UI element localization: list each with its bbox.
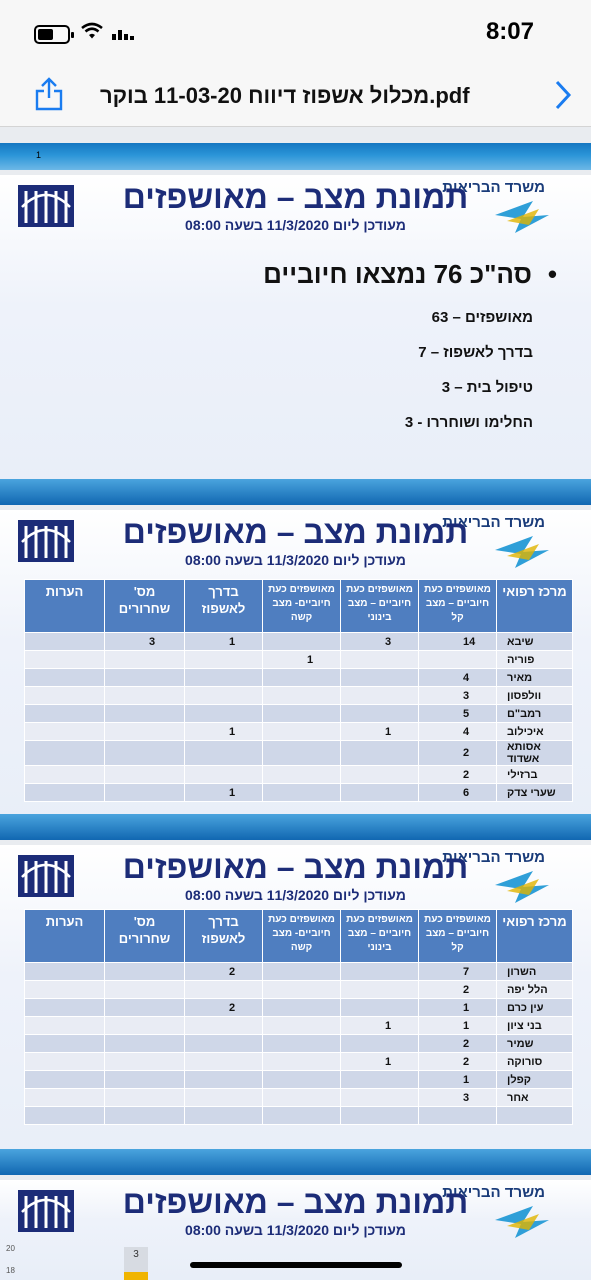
column-header: בדרך לאשפוז: [185, 580, 263, 633]
count-cell: [105, 1107, 185, 1125]
count-cell: [185, 981, 263, 999]
slide-title: תמונת מצב – מאושפזים: [122, 179, 469, 215]
column-header: מרכז רפואי: [497, 910, 573, 963]
bar-fill: [124, 1272, 148, 1280]
count-cell: [105, 723, 185, 741]
slide-band: [0, 814, 591, 840]
table-row: [25, 766, 573, 784]
stat-home-care: טיפול בית – 3: [441, 379, 533, 396]
column-header: מאושפזים כעת חיוביים – מצב קל: [419, 580, 497, 633]
table-row: [25, 687, 573, 705]
count-cell: [25, 981, 105, 999]
count-cell: 3: [341, 633, 419, 651]
slide-title: תמונת מצב – מאושפזים: [122, 849, 469, 885]
count-cell: [25, 784, 105, 802]
count-cell: 1: [185, 723, 263, 741]
table-header-row: [25, 580, 573, 633]
count-cell: [185, 705, 263, 723]
count-cell: 1: [185, 784, 263, 802]
hospital-name-cell: הלל יפה: [497, 981, 573, 999]
hospital-name-cell: ברזילי: [497, 766, 573, 784]
count-cell: 1: [419, 999, 497, 1017]
count-cell: [105, 1089, 185, 1107]
count-cell: [25, 766, 105, 784]
count-cell: [341, 705, 419, 723]
chart-bar: [124, 1247, 148, 1280]
count-cell: 2: [419, 981, 497, 999]
hospital-name-cell: [497, 1107, 573, 1125]
count-cell: 1: [341, 723, 419, 741]
count-cell: [25, 1035, 105, 1053]
count-cell: 1: [341, 1017, 419, 1035]
column-header: בדרך לאשפוז: [185, 910, 263, 963]
count-cell: [105, 1035, 185, 1053]
table-row: [25, 669, 573, 687]
count-cell: [25, 1017, 105, 1035]
status-bar: [0, 0, 591, 62]
column-header: מרכז רפואי: [497, 580, 573, 633]
table-row: [25, 705, 573, 723]
count-cell: [263, 963, 341, 981]
count-cell: [105, 741, 185, 766]
page-number: 1: [36, 150, 42, 160]
count-cell: 14: [419, 633, 497, 651]
count-cell: [341, 1035, 419, 1053]
count-cell: [185, 1071, 263, 1089]
bullet-icon: •: [547, 259, 557, 289]
hospital-name-cell: שערי צדק: [497, 784, 573, 802]
share-icon[interactable]: [34, 77, 64, 111]
count-cell: [25, 1107, 105, 1125]
document-title: מכלול אשפוז דיווח 11-03-20 בוקר.pdf: [100, 83, 470, 108]
count-cell: 3: [105, 633, 185, 651]
count-cell: [263, 784, 341, 802]
column-header: מס' שחרורים: [105, 910, 185, 963]
count-cell: [263, 687, 341, 705]
column-header: מאושפזים כעת חיוביים – מצב בינוני: [341, 910, 419, 963]
count-cell: [341, 741, 419, 766]
count-cell: [263, 1107, 341, 1125]
count-cell: [25, 705, 105, 723]
count-cell: [263, 705, 341, 723]
battery-icon: [34, 25, 70, 44]
count-cell: [25, 633, 105, 651]
count-cell: [185, 1089, 263, 1107]
hospital-name-cell: מאיר: [497, 669, 573, 687]
count-cell: [185, 651, 263, 669]
count-cell: 1: [419, 1017, 497, 1035]
ministry-name: משרד הבריאות: [442, 849, 545, 866]
count-cell: 2: [419, 1035, 497, 1053]
hospital-name-cell: קפלן: [497, 1071, 573, 1089]
axis-tick: 20: [6, 1244, 15, 1253]
count-cell: [185, 669, 263, 687]
column-header: מאושפזים כעת חיוביים- מצב קשה: [263, 910, 341, 963]
count-cell: [341, 687, 419, 705]
count-cell: [25, 651, 105, 669]
count-cell: [25, 963, 105, 981]
slide-title: תמונת מצב – מאושפזים: [122, 514, 469, 550]
count-cell: [341, 1071, 419, 1089]
table-row: [25, 741, 573, 766]
count-cell: [263, 981, 341, 999]
chevron-right-icon[interactable]: [552, 79, 574, 111]
signal-icon: [112, 24, 138, 40]
stat-hospitalized: מאושפזים – 63: [431, 309, 533, 326]
table-row: [25, 1089, 573, 1107]
hospital-name-cell: רמב"ם: [497, 705, 573, 723]
count-cell: [263, 999, 341, 1017]
table-row: [25, 1035, 573, 1053]
axis-tick: 18: [6, 1266, 15, 1275]
page-band: [0, 143, 591, 170]
hospital-name-cell: פוריה: [497, 651, 573, 669]
count-cell: [341, 1089, 419, 1107]
table-row: [25, 633, 573, 651]
bar-label: 3: [133, 1249, 139, 1260]
slide-band: [0, 1149, 591, 1175]
hospital-name-cell: איכילוב: [497, 723, 573, 741]
table-row: [25, 981, 573, 999]
count-cell: [25, 1071, 105, 1089]
count-cell: [263, 741, 341, 766]
stat-recovered: החלימו ושוחררו - 3: [404, 414, 533, 431]
count-cell: [105, 669, 185, 687]
ministry-name: משרד הבריאות: [442, 514, 545, 531]
table-row: [25, 1053, 573, 1071]
count-cell: [263, 723, 341, 741]
count-cell: [263, 766, 341, 784]
count-cell: [341, 1107, 419, 1125]
count-cell: [185, 1053, 263, 1071]
count-cell: [105, 1071, 185, 1089]
table-row: [25, 1071, 573, 1089]
column-header: מאושפזים כעת חיוביים – מצב קל: [419, 910, 497, 963]
count-cell: 4: [419, 669, 497, 687]
column-header: הערות: [25, 910, 105, 963]
slide-subtitle: מעודכן ליום 11/3/2020 בשעה 08:00: [185, 1222, 406, 1238]
count-cell: [105, 784, 185, 802]
count-cell: [105, 766, 185, 784]
count-cell: [341, 669, 419, 687]
column-header: מס' שחרורים: [105, 580, 185, 633]
count-cell: 2: [419, 766, 497, 784]
count-cell: [341, 651, 419, 669]
count-cell: [263, 1035, 341, 1053]
count-cell: [25, 1053, 105, 1071]
count-cell: [105, 981, 185, 999]
count-cell: [263, 1017, 341, 1035]
slide-title: תמונת מצב – מאושפזים: [122, 1184, 469, 1220]
count-cell: [263, 633, 341, 651]
count-cell: [341, 784, 419, 802]
count-cell: [25, 669, 105, 687]
count-cell: [25, 687, 105, 705]
count-cell: [263, 669, 341, 687]
count-cell: [185, 741, 263, 766]
count-cell: [25, 723, 105, 741]
stat-en-route: בדרך לאשפוז – 7: [418, 344, 533, 361]
hospital-name-cell: בני ציון: [497, 1017, 573, 1035]
count-cell: [341, 981, 419, 999]
column-header: מאושפזים כעת חיוביים- מצב קשה: [263, 580, 341, 633]
count-cell: 6: [419, 784, 497, 802]
count-cell: 2: [185, 999, 263, 1017]
count-cell: [105, 651, 185, 669]
document-nav-bar: [0, 62, 591, 127]
count-cell: [105, 1053, 185, 1071]
count-cell: 5: [419, 705, 497, 723]
count-cell: 4: [419, 723, 497, 741]
count-cell: [263, 1071, 341, 1089]
summary-headline: [263, 259, 557, 290]
count-cell: [263, 1053, 341, 1071]
table-row: [25, 784, 573, 802]
count-cell: 1: [341, 1053, 419, 1071]
count-cell: [341, 999, 419, 1017]
table-row: [25, 651, 573, 669]
count-cell: [419, 651, 497, 669]
table-row: [25, 963, 573, 981]
count-cell: [105, 999, 185, 1017]
count-cell: 1: [185, 633, 263, 651]
column-header: הערות: [25, 580, 105, 633]
count-cell: [341, 766, 419, 784]
slide-summary: [0, 175, 591, 505]
home-indicator[interactable]: [190, 1262, 402, 1268]
clock: 8:07: [485, 18, 534, 45]
slide-table-2: [0, 845, 591, 1175]
hospital-name-cell: אסותא אשדוד: [497, 741, 573, 766]
slide-subtitle: מעודכן ליום 11/3/2020 בשעה 08:00: [185, 217, 406, 233]
wifi-icon: [80, 22, 104, 40]
table-row: [25, 1107, 573, 1125]
ministry-name: משרד הבריאות: [442, 179, 545, 196]
count-cell: [419, 1107, 497, 1125]
count-cell: 1: [263, 651, 341, 669]
table-row: [25, 1017, 573, 1035]
hospital-name-cell: שמיר: [497, 1035, 573, 1053]
count-cell: 1: [419, 1071, 497, 1089]
count-cell: [263, 1089, 341, 1107]
hospital-name-cell: סורוקה: [497, 1053, 573, 1071]
count-cell: [341, 963, 419, 981]
ministry-name: משרד הבריאות: [442, 1184, 545, 1201]
count-cell: 2: [419, 1053, 497, 1071]
summary-headline-text: סה"כ 76 נמצאו חיוביים: [263, 259, 532, 289]
hospital-table-2: [24, 909, 573, 1125]
slide-band: [0, 479, 591, 505]
count-cell: [105, 963, 185, 981]
count-cell: 3: [419, 687, 497, 705]
table-row: [25, 723, 573, 741]
hospital-table-1: [24, 579, 573, 802]
count-cell: [25, 999, 105, 1017]
count-cell: 2: [419, 741, 497, 766]
count-cell: [25, 741, 105, 766]
hospital-name-cell: עין כרם: [497, 999, 573, 1017]
count-cell: [185, 1107, 263, 1125]
count-cell: [185, 1035, 263, 1053]
table-row: [25, 999, 573, 1017]
hospital-name-cell: שיבא: [497, 633, 573, 651]
count-cell: 3: [419, 1089, 497, 1107]
table-header-row: [25, 910, 573, 963]
count-cell: [185, 1017, 263, 1035]
hospital-name-cell: השרון: [497, 963, 573, 981]
count-cell: [25, 1089, 105, 1107]
count-cell: 2: [185, 963, 263, 981]
hospital-name-cell: וולפסון: [497, 687, 573, 705]
count-cell: [105, 1017, 185, 1035]
count-cell: [105, 705, 185, 723]
slide-subtitle: מעודכן ליום 11/3/2020 בשעה 08:00: [185, 552, 406, 568]
count-cell: [105, 687, 185, 705]
slide-subtitle: מעודכן ליום 11/3/2020 בשעה 08:00: [185, 887, 406, 903]
hospital-name-cell: אחר: [497, 1089, 573, 1107]
count-cell: [185, 687, 263, 705]
count-cell: [185, 766, 263, 784]
count-cell: 7: [419, 963, 497, 981]
slide-table-1: [0, 510, 591, 840]
column-header: מאושפזים כעת חיוביים – מצב בינוני: [341, 580, 419, 633]
